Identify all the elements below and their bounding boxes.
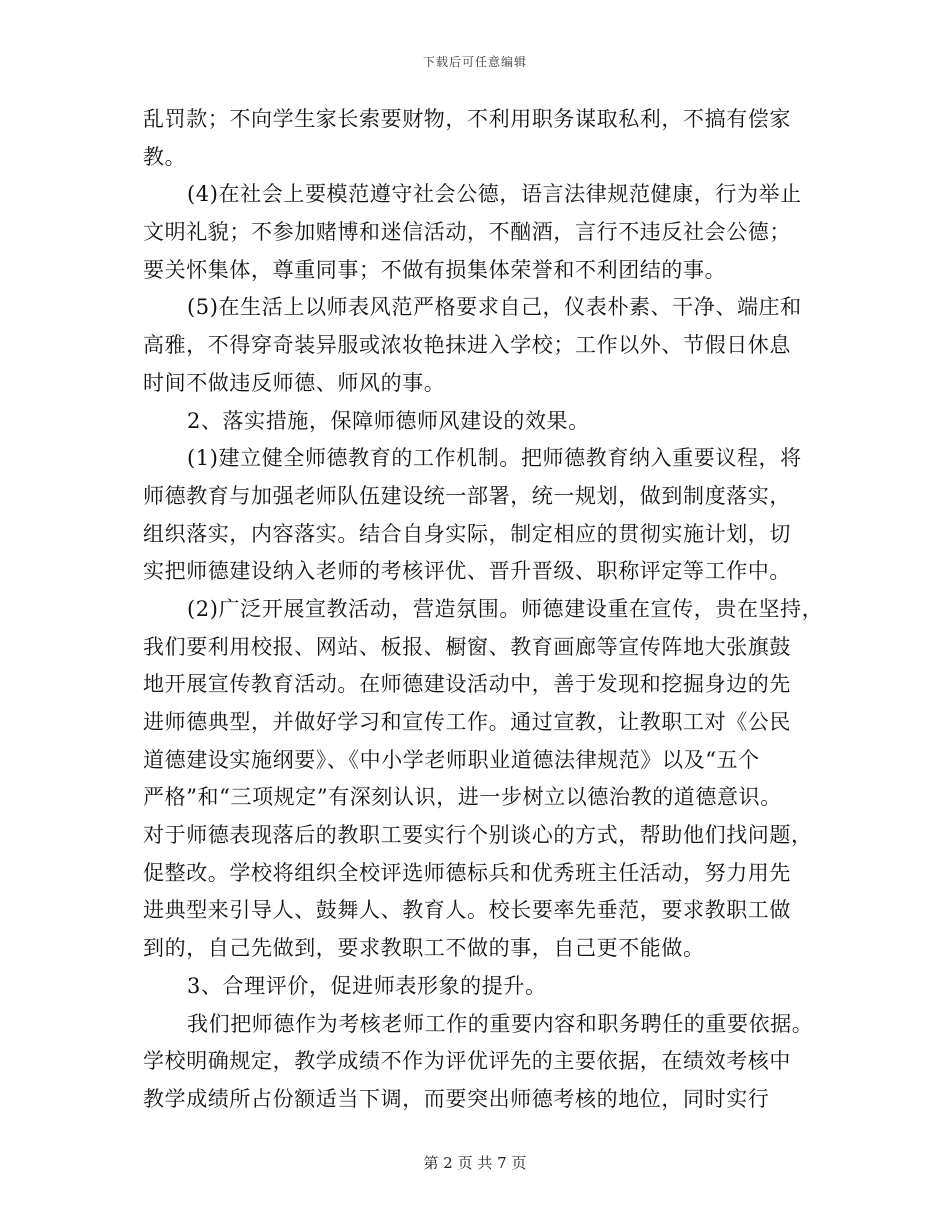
page-header-note: 下载后可任意编辑 (422, 55, 527, 69)
text-line: 组织落实，内容落实。结合自身实际，制定相应的贯彻实施计划，切 (143, 521, 791, 546)
text-line: 道德建设实施纲要》、《中小学老师职业道德法律规范》以及“五个 (143, 747, 760, 772)
section-heading: 3、合理评价，促进师表形象的提升。 (187, 973, 547, 998)
text-line: 教。 (143, 144, 187, 169)
text-line: 地开展宣传教育活动。在师德建设活动中，善于发现和挖掘身边的先 (143, 672, 791, 697)
text-line: (2)广泛开展宣教活动，营造氛围。师德建设重在宣传，贵在坚持， (187, 596, 824, 621)
text-line: 实把师德建设纳入老师的考核评优、晋升晋级、职称评定等工作中。 (143, 559, 791, 584)
text-line: 我们要利用校报、网站、板报、橱窗、教育画廊等宣传阵地大张旗鼓 (143, 634, 791, 659)
text-line: 进师德典型，并做好学习和宣传工作。通过宣教，让教职工对《公民 (143, 710, 791, 734)
text-line: (1)建立健全师德教育的工作机制。把师德教育纳入重要议程，将 (187, 446, 802, 471)
text-line: 要关怀集体，尊重同事；不做有损集体荣誉和不利团结的事。 (143, 257, 727, 282)
text-line: 教学成绩所占份额适当下调，而要突出师德考核的地位，同时实行 (143, 1086, 770, 1111)
document-body (143, 101, 823, 1119)
text-line: (4)在社会上要模范遵守社会公德，语言法律规范健康，行为举止 (187, 182, 802, 207)
page-number: 第 2 页 共 7 页 (423, 1154, 527, 1172)
text-line: (5)在生活上以师表风范严格要求自己，仪表朴素、干净、端庄和 (187, 295, 802, 320)
text-line: 时间不做违反师德、师风的事。 (143, 370, 446, 395)
text-line: 文明礼貌；不参加赌博和迷信活动，不酗酒，言行不违反社会公德； (143, 220, 791, 245)
text-line: 乱罚款；不向学生家长索要财物，不利用职务谋取私利，不搞有偿家 (143, 107, 791, 131)
text-line: 学校明确规定，教学成绩不作为评优评先的主要依据，在绩效考核中 (143, 1049, 791, 1074)
text-line: 严格”和“三项规定”有深刻认识，进一步树立以德治教的道德意识。 (143, 785, 782, 810)
text-line: 进典型来引导人、鼓舞人、教育人。校长要率先垂范，要求教职工做 (143, 898, 791, 923)
text-line: 我们把师德作为考核老师工作的重要内容和职务聘任的重要依据。 (187, 1011, 814, 1036)
text-line: 到的，自己先做到，要求教职工不做的事，自己更不能做。 (143, 936, 705, 961)
text-line: 促整改。学校将组织全校评选师德标兵和优秀班主任活动，努力用先 (143, 860, 791, 885)
text-line: 对于师德表现落后的教职工要实行个别谈心的方式，帮助他们找问题， (143, 823, 813, 848)
text-line: 师德教育与加强老师队伍建设统一部署，统一规划，做到制度落实， (143, 483, 791, 508)
text-line: 高雅，不得穿奇装异服或浓妆艳抹进入学校；工作以外、节假日休息 (143, 333, 791, 358)
section-heading: 2、落实措施，保障师德师风建设的效果。 (187, 408, 590, 433)
